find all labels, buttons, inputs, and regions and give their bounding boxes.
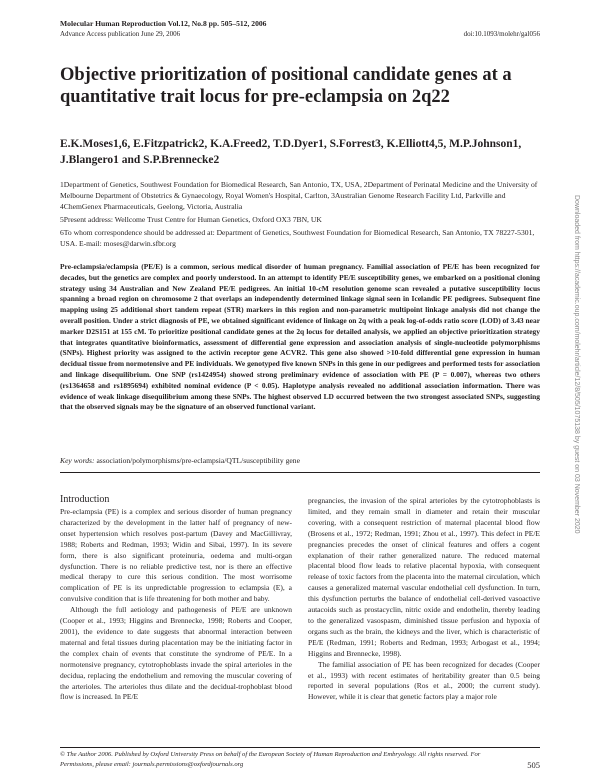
affiliations: 1Department of Genetics, Southwest Foundation for Biomedical Research, San Antonio, TX, USA, 2Department of Perinatal Medicine and the University of Melbourne Department of Obstetrics & Gynaecology, Royal Women's Hospital, Carlton, 3Australian Genome Research Facility Ltd, Parkville and 4ChemGenex Pharmaceuticals, Geelong, Victoria, Australia	[60, 180, 538, 211]
left-column	[60, 507, 292, 703]
copyright-notice: © The Author 2006. Published by Oxford University Press on behalf of the European Society of Human Reproduction and Embryology. All rights reserved. For Permissions, please email: journals.permissions@oxfordjournals.org	[60, 751, 481, 768]
author-list: E.K.Moses1,6, E.Fitzpatrick2, K.A.Freed2, T.D.Dyer1, S.Forrest3, K.Elliott4,5, M.P.Johnson1, J.Blangero1 and S.P.Brennecke2	[60, 138, 522, 166]
left-paragraph-1: Pre-eclampsia (PE) is a complex and serious disorder of human pregnancy characterized by the development in the latter half of pregnancy of new-onset hypertension which resolves post-partum (Davey and MacGillivray, 1988; Roberts and Redman, 1993; Widin and Sibai, 1997). In its severe form, there is also significant proteinuria, oedema and multi-organ dysfunction. There is no reliable predictive test, nor is there an effective medical therapy to cure this serious condition. The most worrisome complication of PE is its unpredictable progression to eclampsia (E), a convulsive condition that is life threatening for both mother and baby.	[60, 507, 292, 604]
footer-divider	[60, 747, 540, 748]
keywords-label: Key words:	[60, 456, 95, 465]
journal-citation: Molecular Human Reproduction Vol.12, No.8 pp. 505–512, 2006	[60, 19, 267, 28]
right-column	[308, 496, 540, 703]
right-paragraph-2: The familial association of PE has been recognized for decades (Cooper et al., 1993) with recent estimates of heritability greater than 0.5 being reported in several populations (Ros et al., 2000; the current study). However, while it is clear that genetic factors play a major role	[308, 659, 540, 702]
abstract: Pre-eclampsia/eclampsia (PE/E) is a common, serious medical disorder of human pregnancy. Familial association of PE/E has been recognized for decades, but the genetics are complex and poorly understood. In an attempt to identify PE/E susceptibility genes, we embarked on a positional cloning strategy using 34 Australian and New Zealand PE/E pedigrees. An initial 10-cM resolution genome scan revealed a putative susceptibility locus spanning a broad region on chromosome 2 that overlaps an independently determined linkage signal seen in Icelandic PE pedigrees. Subsequent fine mapping using 25 additional short tandem repeat (STR) markers in this region and non-parametric multipoint linkage analysis did not change the overall position. Under a strict diagnosis of PE, we obtained significant evidence of linkage on 2q with a peak log-of-odds ratio score (LOD) of 3.43 near marker D2S151 at 155 cM. To prioritize positional candidate genes at the 2q locus for detailed analysis, we applied an objective prioritization strategy that integrates quantitative bioinformatics, assessment of differential gene expression and association analysis of single-nucleotide polymorphisms (SNPs). Highest priority was assigned to the activin receptor gene ACVR2. This gene also showed >10-fold differential gene expression in human decidual tissue from normotensive and PE individuals. We genotyped five known SNPs in this gene in our pedigrees and performed tests for association and linkage disequilibrium. One SNP (rs1424954) showed strong preliminary evidence of association with PE (P = 0.007), whereas two others (rs1364658 and rs1895694) exhibited nominal evidence (P < 0.05). Haplotype analysis revealed no additional association information. There was evidence of weak linkage disequilibrium among these SNPs. The highest observed LD occurred between the two strongest associated SNPs, suggesting that the observed signals may be the signature of an observed functional variant.	[60, 262, 540, 412]
advance-access-line: Advance Access publication June 29, 2006	[60, 30, 181, 38]
present-address: 5Present address: Wellcome Trust Centre for Human Genetics, Oxford OX3 7BN, UK	[60, 215, 322, 224]
download-watermark: Downloaded from https://academic.oup.com/molehr/article/12/8/505/1075138 by guest on 03 November 2020	[573, 195, 580, 534]
left-paragraph-2: Although the full aetiology and pathogenesis of PE/E are unknown (Cooper et al., 1993; Higgins and Brennecke, 1998; Roberts and Cooper, 2001), the evidence to date suggests that abnormal interaction between maternal and fetal tissues during placentation may be the initiating factor in the complex chain of events that constitute the syndrome of PE/E. In a normotensive pregnancy, cytotrophoblasts invade the spiral arterioles in the decidua, replacing the endothelium and removing the muscular covering of the arterioles. The arterioles thus dilate and the decidual-trophoblast blood flow is increased. In PE/E	[60, 605, 292, 702]
keywords-list: association/polymorphisms/pre-eclampsia/QTL/susceptibility gene	[96, 456, 300, 465]
correspondence-note: 6To whom correspondence should be addressed at: Department of Genetics, Southwest Foundation for Biomedical Research, San Antonio, TX 78227-5301, USA. E-mail: moses@darwin.sfbr.org	[60, 228, 535, 248]
keywords-line	[60, 456, 540, 465]
divider	[60, 472, 540, 473]
article-title: Objective prioritization of positional candidate genes at a quantitative trait locus for pre-eclampsia on 2q22	[60, 65, 512, 107]
introduction-heading: Introduction	[60, 494, 110, 505]
doi-line: doi:10.1093/molehr/gal056	[463, 30, 540, 38]
right-paragraph-1: pregnancies, the invasion of the spiral arterioles by the cytotrophoblasts is limited, and they remain small in diameter and retain their muscular covering, with a consequent restriction of maternal placental blood flow (Brosens et al., 1972; Redman, 1991; Zhou et al., 1997). This defect in PE/E pregnancies precedes the onset of clinical features and offers a cogent explanation of their rather generalized nature. The reduced maternal placental blood flow leads to relative placental hypoxia, with consequent release of toxic factors from the placenta into the maternal circulation, which causes a generalized maternal vascular endothelial cell dysfunction. In turn, this dysfunction perturbs the balance of endothelial cell-derived vasoactive autacoids such as prostacyclin, nitric oxide and endothelin, thereby leading to the generalized vasospasm, diminished tissue perfusion and hypoxia of organs such as the brain, the kidneys and the liver, which is characteristic of PE/E (Redman, 1991; Roberts and Redman, 1993; Arbogast et al., 1994; Higgins and Brennecke, 1998).	[308, 496, 540, 658]
page-number: 505	[527, 760, 540, 770]
